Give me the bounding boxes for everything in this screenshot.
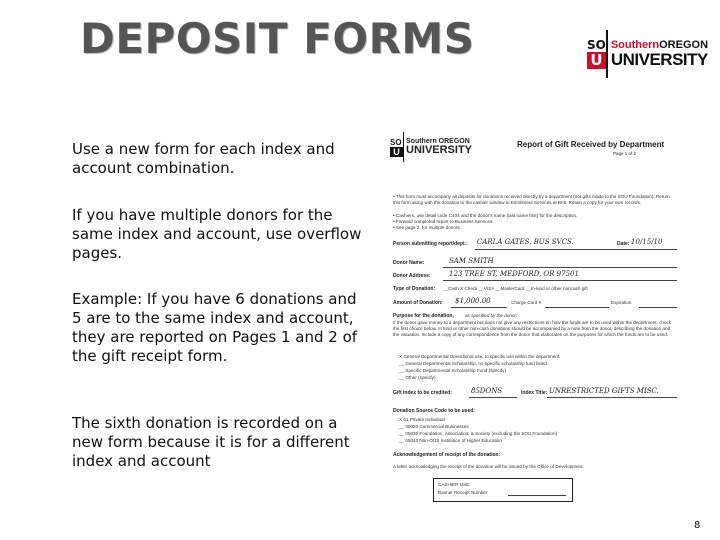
bullet-item (44, 206, 362, 263)
amount-label: Amount of Donation: (393, 300, 443, 306)
form-instruction: • See page 2, for multiple donors. (393, 225, 462, 230)
bullet-text: Example: If you have 6 donations and 5 are to the same index and account, they are reported on Pages 1 and 2 of the gift receipt form. (72, 290, 358, 365)
sou-monogram (587, 30, 608, 78)
purpose-text: If the donor gave money to a department but does not give any restrictions on how the funds are to be used within the department, check the first choice below. In kind or other non-cash donations should be accompanied by a note from the donor, describing the donation and the valuation. Include a copy of any correspondence from the donor that elaborates on the purposes for which the funds are to be used. (393, 320, 672, 337)
cashier-use-label: CASHIER USE: (438, 482, 471, 487)
purpose-option: __ Other (specify) (399, 375, 436, 380)
sou-wordmark-university: UNIVERSITY (610, 50, 708, 69)
source-option: X 01 Private Individual (399, 417, 445, 422)
person-label: Person submitting report/dept.: (393, 241, 468, 247)
bullet-text: Use a new form for each index and account combination. (72, 140, 335, 177)
sou-wordmark-southern: Southern (610, 39, 660, 51)
purpose-option: __ General Departmental Scholarship, no specific scholarship fund listed. (399, 361, 549, 366)
sou-logo (587, 30, 709, 78)
sou-wordmark (608, 30, 708, 78)
bullet-text: If you have multiple donors for the same index and account, use overflow pages. (72, 206, 362, 262)
form-instruction: • This form must accompany all deposits for donations received directly by a department (not gifts made to the SOU Foundation). Return this form along with the donation to the cashier window in Enrollment Services at Britt. Retain a copy for your own records. (393, 194, 670, 205)
acknowledgement-text: A letter acknowledging the receipt of the donation will be issued by the Office of Development. (393, 464, 584, 469)
form-rule (443, 267, 677, 268)
gift-index-value: 85DONS (471, 387, 503, 395)
donation-type-value: __Cash X Check __VISA __MasterCard __In-kind or other noncash gift (443, 286, 588, 291)
expiration-label: Expiration (611, 300, 632, 305)
source-option: __ 05020 Commercial Businesses (399, 424, 469, 429)
form-rule (508, 495, 566, 496)
date-label: Date: (617, 241, 630, 247)
donor-address-value: 123 TREE ST, MEDFORD, OR 97501 (449, 270, 579, 278)
donor-name-label: Donor Name: (393, 260, 425, 266)
form-instruction: • Forward completed report to Business Services. (393, 219, 494, 224)
banner-receipt-label: Banner Receipt Number (438, 490, 488, 495)
sou-monogram-u: U (587, 52, 605, 69)
purpose-option: __ Specific Departmental Scholarship Fund (specify) (399, 368, 506, 373)
donation-type-label: Type of Donation: (393, 286, 436, 292)
person-value: CARLA GATES, BUS SVCS. (477, 238, 574, 246)
cashier-use-box (433, 478, 573, 502)
bullet-item (44, 140, 362, 178)
form-sou-logo (390, 132, 472, 162)
form-logo-u: U (390, 147, 403, 157)
sou-wordmark-oregon: OREGON (659, 39, 709, 51)
form-logo-monogram (390, 132, 404, 162)
form-instruction: • Cashiers, use detail code C404 and the donor's name (last name first) for the description. (393, 213, 578, 218)
bullet-text: The sixth donation is recorded on a new form because it is for a different index and account (72, 414, 350, 470)
purpose-option: X General Departmental Operational use, to specific use within the department. (399, 354, 561, 359)
form-logo-so: SO (390, 137, 402, 147)
amount-value: $1,000.00 (455, 297, 491, 305)
sou-monogram-so: SO (587, 38, 606, 52)
source-option: __ 05040 Non-OUS Institution of Higher Education (399, 438, 502, 443)
form-logo-line2: UNIVERSITY (406, 144, 473, 156)
form-logo-wordmark (404, 132, 472, 162)
source-option: __ 05030 Foundation, Association, & Society (excluding the SOU Foundation) (399, 431, 558, 436)
donor-address-label: Donor Address: (393, 273, 431, 279)
form-rule (547, 397, 677, 398)
date-value: 10/15/10 (631, 238, 663, 246)
form-rule (545, 307, 609, 308)
form-rule (475, 249, 677, 250)
purpose-label: Purpose for the donation, (393, 313, 454, 319)
bullet-item (44, 290, 362, 366)
charge-card-label: Charge Card # (511, 300, 542, 305)
form-heading: Report of Gift Received by Department (517, 140, 665, 149)
form-rule (451, 307, 507, 308)
bullet-item (44, 414, 362, 471)
form-page-number: Page 1 of 2 (613, 151, 637, 156)
index-title-value: UNRESTRICTED GIFTS MISC. (549, 387, 659, 395)
donor-name-value: SAM SMITH (449, 257, 494, 265)
source-code-label: Donation Source Code to be used: (393, 408, 475, 414)
page-number: 8 (694, 520, 701, 531)
form-logo-line1: Southern OREGON (406, 138, 470, 145)
acknowledgement-label: Acknowledgement of receipt of the donation: (393, 452, 501, 458)
index-title-label: Index Title: (521, 390, 548, 396)
form-rule (443, 280, 677, 281)
form-rule (469, 397, 517, 398)
gift-index-label: Gift index to be credited: (393, 390, 452, 396)
form-rule (639, 307, 677, 308)
purpose-sublabel: as specified by the donor: (465, 313, 518, 318)
gift-report-form-image (385, 128, 685, 510)
slide-title: DEPOSIT FORMS (80, 14, 475, 63)
